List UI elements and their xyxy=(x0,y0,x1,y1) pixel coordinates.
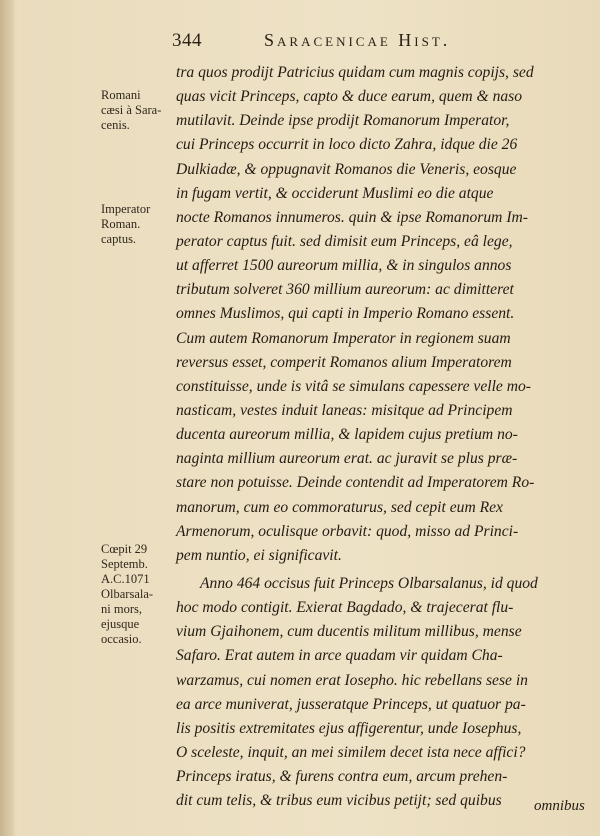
margin-note xyxy=(101,542,171,647)
margin-note-line: Olbarsala- xyxy=(101,587,154,601)
margin-note xyxy=(101,202,171,247)
text-line: constituisse, unde is vitâ se simulans capessere velle mo- xyxy=(176,377,531,395)
text-line: quas vicit Princeps, capto & duce earum, quem & naso xyxy=(176,88,523,106)
text-line: ducenta aureorum millia, & lapidem cujus pretium no- xyxy=(176,426,518,444)
margin-note-line: Romani xyxy=(101,88,141,102)
text-line: tributum solveret 360 millium aureorum: ac dimitteret xyxy=(176,281,514,299)
paragraph xyxy=(176,572,586,813)
text-line: nocte Romanos innumeros. quin & ipse Romanorum Im- xyxy=(176,208,528,226)
margin-note-line: cenis. xyxy=(101,118,130,132)
margin-note-line: Septemb. xyxy=(101,557,148,571)
paragraph xyxy=(176,61,586,568)
margin-note-line: Cœpit 29 xyxy=(101,542,148,556)
text-line: ut afferret 1500 aureorum millia, & in singulos annos xyxy=(176,257,512,275)
text-line: Cum autem Romanorum Imperator in regionem suam xyxy=(176,329,511,347)
catchword: omnibus xyxy=(534,798,585,814)
text-line: tra quos prodijt Patricius quidam cum magnis copijs, sed xyxy=(176,64,534,81)
main-text xyxy=(176,61,586,813)
text-line: Princeps iratus, & furens contra eum, arcum prehen- xyxy=(176,768,508,786)
text-line: Armenorum, oculisque orbavit: quod, misso ad Princi- xyxy=(176,522,519,540)
text-line: Safaro. Erat autem in arce quadam vir quidam Cha- xyxy=(176,647,503,665)
text-line: naginta millium aureorum erat. ac juravit se plus præ- xyxy=(176,450,518,468)
margin-note-line: occasio. xyxy=(101,632,142,646)
text-line: dit cum telis, & tribus eum vicibus petijt; sed quibus xyxy=(176,792,502,810)
margin-note-line: ejusque xyxy=(101,617,140,631)
margin-note-line: captus. xyxy=(101,232,137,246)
text-line: cui Princeps occurrit in loco dicto Zahra, idque die 26 xyxy=(176,136,518,154)
text-line: reversus esset, comperit Romanos alium Imperatorem xyxy=(176,353,512,371)
text-line: O sceleste, inquit, an mei similem decet ista nece affici? xyxy=(176,743,526,761)
text-line: pem nuntio, ei significavit. xyxy=(176,546,342,564)
page-header xyxy=(172,30,582,52)
margin-note-line: A.C.1071 xyxy=(101,572,150,586)
margin-note xyxy=(101,88,171,133)
margin-note-line: Imperator xyxy=(101,202,151,216)
page-gutter xyxy=(0,0,14,836)
text-line: manorum, cum eo commoraturus, sed cepit eum Rex xyxy=(176,498,503,516)
text-line: ea arce muniverat, jusseratque Princeps, ut quatuor pa- xyxy=(176,695,526,713)
page-number: 344 xyxy=(172,30,202,51)
text-line: omnes Muslimos, qui capti in Imperio Romano essent. xyxy=(176,305,515,323)
margin-note-line: Roman. xyxy=(101,217,141,231)
text-line: perator captus fuit. sed dimisit eum Princeps, eâ lege, xyxy=(176,232,513,250)
text-line: Dulkiadæ, & oppugnavit Romanos die Veneris, eosque xyxy=(176,160,517,178)
running-head: Saracenicae Hist. xyxy=(264,30,451,50)
text-line: vium Gjaihonem, cum ducentis militum millibus, mense xyxy=(176,623,522,641)
text-line: hoc modo contigit. Exierat Bagdado, & trajecerat flu- xyxy=(176,599,514,617)
text-line: mutilavit. Deinde ipse prodijt Romanorum Imperator, xyxy=(176,112,510,130)
text-line: warzamus, cui nomen erat Iosepho. hic rebellans sese in xyxy=(176,671,528,689)
text-line: lis positis extremitates ejus affigerentur, unde Iosephus, xyxy=(176,719,522,737)
text-line: nasticam, vestes induit laneas: misitque ad Principem xyxy=(176,401,513,419)
text-line: in fugam vertit, & occiderunt Muslimi eo die atque xyxy=(176,184,494,202)
margin-note-line: cæsi à Sara- xyxy=(101,103,162,117)
text-line: Anno 464 occisus fuit Princeps Olbarsalanus, id quod xyxy=(200,574,538,592)
text-line: stare non potuisse. Deinde contendit ad Imperatorem Ro- xyxy=(176,474,535,492)
margin-note-line: ni mors, xyxy=(101,602,142,616)
